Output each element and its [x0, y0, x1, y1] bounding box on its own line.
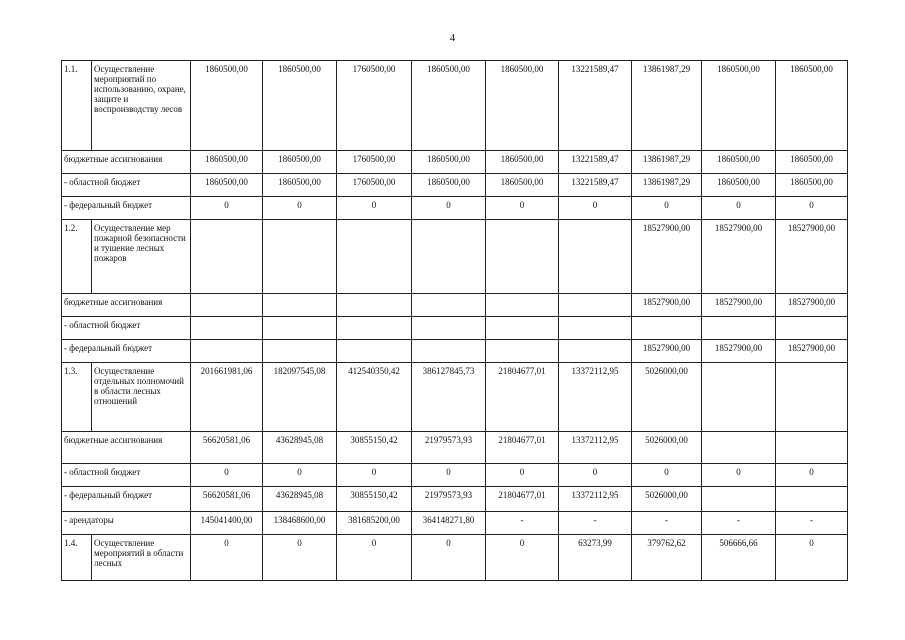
table-row-section — [62, 220, 848, 294]
value-cell: 18527900,00 — [776, 294, 848, 317]
value-cell: - — [702, 512, 776, 535]
value-cell — [337, 294, 412, 317]
table-row-subitem — [62, 151, 848, 174]
value-cell: 0 — [776, 197, 848, 220]
value-cell: - — [632, 512, 702, 535]
value-cell: 18527900,00 — [702, 220, 776, 294]
value-cell: 0 — [702, 464, 776, 487]
table-row-subitem — [62, 197, 848, 220]
value-cell: 1760500,00 — [337, 61, 412, 151]
value-cell: 1860500,00 — [263, 151, 337, 174]
value-cell: 13372112,95 — [559, 363, 632, 432]
section-code: 1.1. — [62, 61, 92, 151]
value-cell: 1860500,00 — [191, 61, 263, 151]
value-cell — [776, 363, 848, 432]
value-cell: 0 — [776, 464, 848, 487]
value-cell: 21804677,01 — [486, 487, 559, 512]
value-cell: 1760500,00 — [337, 174, 412, 197]
value-cell: 386127845,73 — [412, 363, 486, 432]
row-label: - арендаторы — [62, 512, 191, 535]
value-cell: 21979573,93 — [412, 487, 486, 512]
value-cell: 56620581,06 — [191, 432, 263, 464]
value-cell — [191, 294, 263, 317]
value-cell: 1860500,00 — [702, 174, 776, 197]
value-cell — [559, 220, 632, 294]
value-cell — [776, 432, 848, 464]
value-cell: 13861987,29 — [632, 174, 702, 197]
row-label: - федеральный бюджет — [62, 197, 191, 220]
table-row-subitem — [62, 512, 848, 535]
section-name: Осуществление мероприятий по использованию, охране, защите и воспроизводству лесов — [92, 61, 191, 151]
value-cell: 18527900,00 — [632, 294, 702, 317]
value-cell — [486, 317, 559, 340]
table-row-subitem — [62, 340, 848, 363]
value-cell: 0 — [412, 535, 486, 581]
table-row-subitem — [62, 317, 848, 340]
value-cell: 1760500,00 — [337, 151, 412, 174]
value-cell: 18527900,00 — [702, 294, 776, 317]
value-cell: 18527900,00 — [702, 340, 776, 363]
value-cell: 0 — [776, 535, 848, 581]
value-cell: 0 — [412, 197, 486, 220]
value-cell: 1860500,00 — [776, 61, 848, 151]
value-cell — [486, 220, 559, 294]
row-label: - областной бюджет — [62, 317, 191, 340]
value-cell: 21804677,01 — [486, 363, 559, 432]
value-cell: 1860500,00 — [486, 174, 559, 197]
value-cell: - — [776, 512, 848, 535]
section-code: 1.4. — [62, 535, 92, 581]
section-code: 1.3. — [62, 363, 92, 432]
value-cell: 1860500,00 — [776, 151, 848, 174]
value-cell: 145041400,00 — [191, 512, 263, 535]
value-cell — [263, 294, 337, 317]
value-cell — [337, 340, 412, 363]
table-row-subitem — [62, 487, 848, 512]
value-cell: 1860500,00 — [191, 174, 263, 197]
value-cell: 0 — [263, 464, 337, 487]
value-cell: 13221589,47 — [559, 61, 632, 151]
value-cell: 0 — [191, 535, 263, 581]
value-cell: 1860500,00 — [191, 151, 263, 174]
value-cell: 1860500,00 — [263, 61, 337, 151]
value-cell — [263, 220, 337, 294]
value-cell: 1860500,00 — [412, 174, 486, 197]
value-cell — [191, 317, 263, 340]
value-cell: 412540350,42 — [337, 363, 412, 432]
value-cell — [559, 340, 632, 363]
value-cell: 0 — [486, 197, 559, 220]
value-cell: 43628945,08 — [263, 432, 337, 464]
table-row-subitem — [62, 174, 848, 197]
table-row-section — [62, 363, 848, 432]
value-cell — [191, 220, 263, 294]
value-cell: 0 — [632, 464, 702, 487]
value-cell: 1860500,00 — [486, 61, 559, 151]
row-label: бюджетные ассигнования — [62, 294, 191, 317]
value-cell: 0 — [191, 464, 263, 487]
section-name: Осуществление мероприятий в области лесных — [92, 535, 191, 581]
value-cell: 201661981,06 — [191, 363, 263, 432]
value-cell: 138468600,00 — [263, 512, 337, 535]
value-cell — [559, 317, 632, 340]
value-cell: 1860500,00 — [412, 61, 486, 151]
page-number: 4 — [449, 32, 456, 44]
row-label: - областной бюджет — [62, 464, 191, 487]
value-cell: - — [559, 512, 632, 535]
value-cell: 5026000,00 — [632, 432, 702, 464]
value-cell: 0 — [702, 197, 776, 220]
value-cell: 30855150,42 — [337, 432, 412, 464]
value-cell: 0 — [632, 197, 702, 220]
value-cell: 5026000,00 — [632, 487, 702, 512]
value-cell: 0 — [263, 197, 337, 220]
table-body — [62, 61, 848, 581]
value-cell: 364148271,80 — [412, 512, 486, 535]
value-cell — [486, 340, 559, 363]
value-cell: 13372112,95 — [559, 487, 632, 512]
value-cell — [632, 317, 702, 340]
value-cell — [776, 487, 848, 512]
value-cell: 13861987,29 — [632, 61, 702, 151]
value-cell: 43628945,08 — [263, 487, 337, 512]
value-cell: 0 — [486, 535, 559, 581]
value-cell: 21979573,93 — [412, 432, 486, 464]
value-cell: 56620581,06 — [191, 487, 263, 512]
value-cell — [702, 487, 776, 512]
value-cell: 5026000,00 — [632, 363, 702, 432]
value-cell: 18527900,00 — [632, 220, 702, 294]
value-cell: 21804677,01 — [486, 432, 559, 464]
section-name: Осуществление отдельных полномочий в области лесных отношений — [92, 363, 191, 432]
value-cell — [559, 294, 632, 317]
row-label: - федеральный бюджет — [62, 340, 191, 363]
value-cell: 0 — [337, 535, 412, 581]
value-cell: 0 — [191, 197, 263, 220]
value-cell: 18527900,00 — [776, 340, 848, 363]
value-cell: 13861987,29 — [632, 151, 702, 174]
value-cell: 0 — [559, 464, 632, 487]
value-cell — [702, 363, 776, 432]
table-row-section — [62, 61, 848, 151]
value-cell: 379762,62 — [632, 535, 702, 581]
value-cell — [702, 317, 776, 340]
value-cell: 0 — [337, 464, 412, 487]
value-cell: 1860500,00 — [776, 174, 848, 197]
row-label: бюджетные ассигнования — [62, 151, 191, 174]
value-cell — [412, 294, 486, 317]
row-label: - федеральный бюджет — [62, 487, 191, 512]
value-cell — [337, 220, 412, 294]
value-cell — [702, 432, 776, 464]
value-cell — [263, 317, 337, 340]
value-cell: 18527900,00 — [632, 340, 702, 363]
value-cell — [337, 317, 412, 340]
section-name: Осуществление мер пожарной безопасности и тушение лесных пожаров — [92, 220, 191, 294]
value-cell — [776, 317, 848, 340]
value-cell: 63273,99 — [559, 535, 632, 581]
value-cell: 1860500,00 — [486, 151, 559, 174]
value-cell: - — [486, 512, 559, 535]
value-cell: 13221589,47 — [559, 151, 632, 174]
value-cell — [263, 340, 337, 363]
value-cell — [412, 220, 486, 294]
value-cell — [191, 340, 263, 363]
value-cell: 1860500,00 — [702, 151, 776, 174]
value-cell: 13221589,47 — [559, 174, 632, 197]
value-cell: 30855150,42 — [337, 487, 412, 512]
value-cell — [486, 294, 559, 317]
value-cell — [412, 317, 486, 340]
table-row-section — [62, 535, 848, 581]
row-label: - областной бюджет — [62, 174, 191, 197]
budget-table — [61, 60, 848, 581]
value-cell: 18527900,00 — [776, 220, 848, 294]
value-cell: 0 — [559, 197, 632, 220]
value-cell: 1860500,00 — [702, 61, 776, 151]
value-cell: 0 — [486, 464, 559, 487]
value-cell: 381685200,00 — [337, 512, 412, 535]
table-row-subitem — [62, 294, 848, 317]
table-row-subitem — [62, 432, 848, 464]
value-cell — [412, 340, 486, 363]
value-cell: 13372112,95 — [559, 432, 632, 464]
value-cell: 1860500,00 — [412, 151, 486, 174]
table-row-subitem — [62, 464, 848, 487]
value-cell: 506666,66 — [702, 535, 776, 581]
row-label: бюджетные ассигнования — [62, 432, 191, 464]
value-cell: 0 — [263, 535, 337, 581]
value-cell: 1860500,00 — [263, 174, 337, 197]
value-cell: 0 — [412, 464, 486, 487]
section-code: 1.2. — [62, 220, 92, 294]
value-cell: 0 — [337, 197, 412, 220]
value-cell: 182097545,08 — [263, 363, 337, 432]
